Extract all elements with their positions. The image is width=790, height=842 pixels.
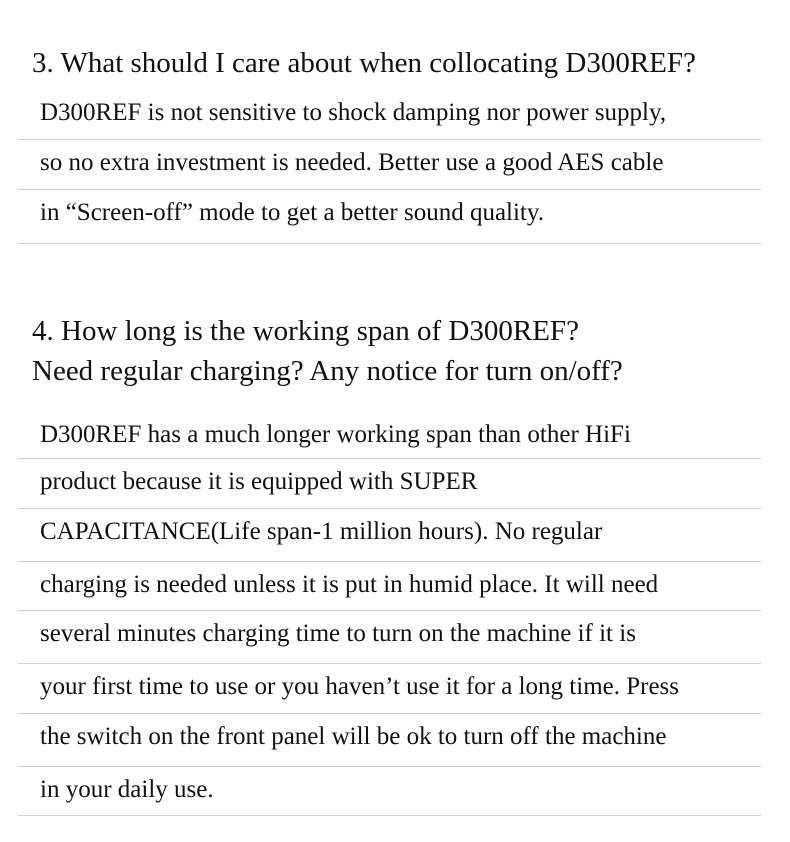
answer-line bbox=[18, 90, 761, 140]
faq-answer-4 bbox=[18, 412, 761, 816]
faq-answer-3 bbox=[18, 90, 761, 244]
answer-line-text: D300REF has a much longer working span than other HiFi bbox=[40, 421, 631, 448]
answer-line-text: in your daily use. bbox=[40, 776, 214, 803]
answer-line-text: the switch on the front panel will be ok to turn off the machine bbox=[40, 723, 667, 750]
faq-question-3 bbox=[32, 43, 696, 83]
question-line: 4. How long is the working span of D300REF? bbox=[32, 315, 579, 347]
answer-line bbox=[18, 412, 761, 459]
answer-line-text: product because it is equipped with SUPER bbox=[40, 468, 478, 495]
answer-line bbox=[18, 611, 761, 664]
answer-line bbox=[18, 714, 761, 767]
answer-line bbox=[18, 767, 761, 816]
answer-line-text: CAPACITANCE(Life span-1 million hours). No regular bbox=[40, 518, 603, 545]
answer-line-text: your first time to use or you haven’t use it for a long time. Press bbox=[40, 673, 680, 700]
question-line: Need regular charging? Any notice for turn on/off? bbox=[32, 355, 623, 387]
answer-line-text: D300REF is not sensitive to shock damping nor power supply, bbox=[40, 99, 667, 126]
answer-line-text: charging is needed unless it is put in humid place. It will need bbox=[40, 571, 659, 598]
answer-line bbox=[18, 190, 761, 244]
answer-line bbox=[18, 509, 761, 562]
answer-line-text: in “Screen-off” mode to get a better sound quality. bbox=[40, 199, 545, 226]
answer-line-text: several minutes charging time to turn on the machine if it is bbox=[40, 620, 636, 647]
answer-line bbox=[18, 664, 761, 714]
answer-line-text: so no extra investment is needed. Better use a good AES cable bbox=[40, 149, 664, 176]
faq-question-4 bbox=[32, 311, 623, 391]
answer-line bbox=[18, 562, 761, 611]
question-line: 3. What should I care about when collocating D300REF? bbox=[32, 47, 696, 79]
answer-line bbox=[18, 459, 761, 509]
answer-line bbox=[18, 140, 761, 190]
